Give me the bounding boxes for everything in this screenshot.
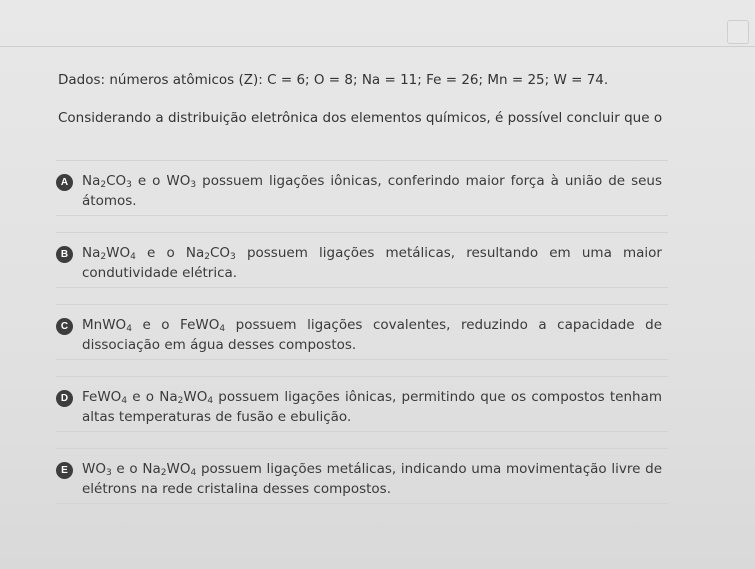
option-text-part: CO	[209, 245, 231, 261]
option-letter-badge: A	[56, 174, 73, 191]
option-text-part: e o FeWO	[131, 317, 220, 333]
formula-subscript: 4	[219, 324, 226, 334]
option-text	[82, 389, 668, 425]
option-text-part: possuem ligações covalentes, reduzindo a capacidade de dissociação em água desses compostos.	[82, 317, 663, 353]
option-text-part: e o Na	[127, 389, 178, 405]
option-text-part: e o Na	[135, 245, 205, 261]
option-letter-badge: E	[56, 462, 73, 479]
option-text-part: Na	[82, 173, 101, 189]
option-a[interactable]	[56, 160, 668, 216]
option-text-part: e o Na	[111, 461, 161, 477]
option-b[interactable]	[56, 232, 668, 288]
formula-subscript: 2	[160, 468, 167, 478]
option-letter-badge: C	[56, 318, 73, 335]
answer-options	[56, 160, 668, 520]
option-letter-badge: B	[56, 246, 73, 263]
option-text-part: possuem ligações metálicas, resultando em uma maior condutividade elétrica.	[82, 245, 662, 281]
top-divider	[0, 46, 755, 47]
option-text	[82, 317, 668, 353]
option-text-part: e o WO	[131, 173, 191, 189]
option-d[interactable]	[56, 376, 668, 432]
option-text	[82, 173, 668, 209]
option-text-part: possuem ligações iônicas, permitindo que os compostos tenham altas temperaturas de fusão e ebulição.	[82, 389, 662, 425]
option-text-part: MnWO	[82, 317, 127, 333]
formula-subscript: 2	[100, 180, 107, 190]
question-prompt: Considerando a distribuição eletrônica dos elementos químicos, é possível concluir que o	[58, 110, 663, 126]
option-text-part: possuem ligações metálicas, indicando uma movimentação livre de elétrons na rede cristalina desses compostos.	[82, 461, 662, 497]
formula-subscript: 4	[190, 468, 197, 478]
option-text	[82, 245, 668, 281]
formula-subscript: 3	[190, 180, 197, 190]
option-text-part: WO	[166, 461, 191, 477]
formula-subscript: 4	[121, 396, 128, 406]
formula-subscript: 3	[230, 252, 236, 262]
formula-subscript: 4	[126, 324, 132, 334]
option-e[interactable]	[56, 448, 668, 504]
option-text-part: possuem ligações iônicas, conferindo maior força à união de seus átomos.	[82, 173, 662, 209]
option-text-part: WO	[82, 461, 106, 477]
option-c[interactable]	[56, 304, 668, 360]
option-text-part: WO	[106, 245, 131, 261]
formula-subscript: 2	[100, 252, 107, 262]
option-text	[82, 461, 668, 497]
formula-subscript: 2	[204, 252, 210, 262]
option-text-part: Na	[82, 245, 101, 261]
formula-subscript: 3	[105, 468, 112, 478]
corner-frame	[727, 20, 749, 44]
formula-subscript: 3	[126, 180, 132, 190]
question-stem	[58, 70, 728, 128]
formula-subscript: 2	[177, 396, 184, 406]
formula-subscript: 4	[130, 252, 136, 262]
option-letter-badge: D	[56, 390, 73, 407]
formula-subscript: 4	[207, 396, 214, 406]
option-text-part: WO	[183, 389, 208, 405]
option-text-part: CO	[106, 173, 127, 189]
option-text-part: FeWO	[82, 389, 122, 405]
atomic-numbers-text: Dados: números atômicos (Z): C = 6; O = 8; Na = 11; Fe = 26; Mn = 25; W = 74.	[58, 72, 609, 88]
